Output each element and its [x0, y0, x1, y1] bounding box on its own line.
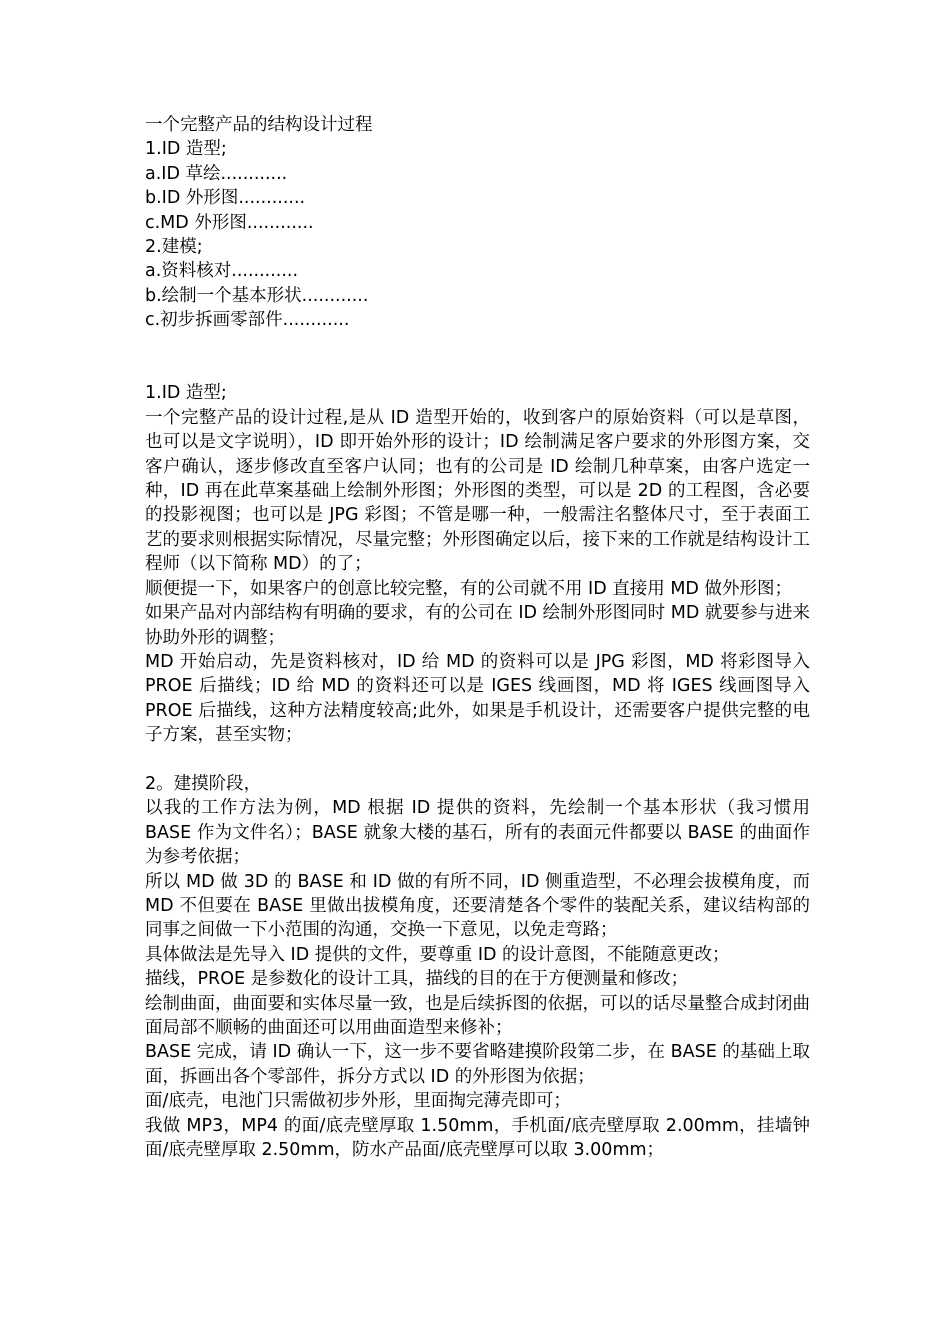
section-heading: 2。建摸阶段， — [145, 773, 262, 794]
paragraph: 所以 MD 做 3D 的 BASE 和 ID 做的有所不同，ID 侧重造型，不必理会拔模角度，而 MD 不但要在 BASE 里做出拔模角度，还要清楚各个零件的装配关系，建议结构部的同事之间做一下小范围的沟通，交换一下意见，以免走弯路； — [145, 871, 810, 941]
outline-item: c.MD 外形图............ — [145, 212, 314, 233]
paragraph: 一个完整产品的设计过程,是从 ID 造型开始的，收到客户的原始资料（可以是草图，也可以是文字说明），ID 即开始外形的设计；ID 绘制满足客户要求的外形图方案，交客户确认，逐步修改直至客户认同；也有的公司是 ID 绘制几种草案，由客户选定一种，ID 再在此草案基础上绘制外形图；外形图的类型，可以是 2D 的工程图，含必要的投影视图；也可以是 JPG 彩图；不管是哪一种，一般需注名整体尺寸，至于表面工艺的要求则根据实际情况，尽量完整；外形图确定以后，接下来的工作就是结构设计工程师（以下简称 MD）的了； — [145, 407, 810, 575]
document-title: 一个完整产品的结构设计过程 — [145, 115, 373, 135]
paragraph: 顺便提一下，如果客户的创意比较完整，有的公司就不用 ID 直接用 MD 做外形图； — [145, 578, 792, 599]
document-body — [145, 113, 810, 1162]
spacer — [145, 333, 810, 382]
paragraph: 面/底壳，电池门只需做初步外形，里面掏完薄壳即可； — [145, 1091, 571, 1112]
paragraph: 具体做法是先导入 ID 提供的文件，要尊重 ID 的设计意图，不能随意更改； — [145, 944, 730, 965]
section-heading: 1.ID 造型; — [145, 383, 227, 404]
paragraph: 绘制曲面，曲面要和实体尽量一致，也是后续拆图的依据，可以的话尽量整合成封闭曲面局部不顺畅的曲面还可以用曲面造型来修补； — [145, 993, 810, 1038]
spacer — [145, 748, 810, 772]
paragraph: 描线，PROE 是参数化的设计工具，描线的目的在于方便测量和修改； — [145, 969, 689, 990]
outline-item: b.绘制一个基本形状............ — [145, 285, 369, 306]
paragraph: BASE 完成，请 ID 确认一下，这一步不要省略建摸阶段第二步，在 BASE 的基础上取面，拆画出各个零部件，拆分方式以 ID 的外形图为依据； — [145, 1042, 810, 1087]
paragraph: 如果产品对内部结构有明确的要求，有的公司在 ID 绘制外形图同时 MD 就要参与进来协助外形的调整； — [145, 603, 810, 648]
outline-item: 1.ID 造型; — [145, 139, 227, 160]
paragraph: 我做 MP3，MP4 的面/底壳壁厚取 1.50mm，手机面/底壳壁厚取 2.00mm，挂墙钟面/底壳壁厚取 2.50mm，防水产品面/底壳壁厚可以取 3.00mm； — [145, 1115, 810, 1161]
outline-item: c.初步拆画零部件............ — [145, 310, 350, 331]
paragraph: 以我的工作方法为例，MD 根据 ID 提供的资料，先绘制一个基本形状（我习惯用 BASE 作为文件名）；BASE 就象大楼的基石，所有的表面元件都要以 BASE 的曲面作为参考依据； — [145, 798, 810, 868]
paragraph: MD 开始启动，先是资料核对，ID 给 MD 的资料可以是 JPG 彩图，MD 将彩图导入 PROE 后描线；ID 给 MD 的资料还可以是 IGES 线画图，MD 将 IGES 线画图导入 PROE 后描线，这种方法精度较高;此外，如果是手机设计，还需要客户提供完整的电子方案，甚至实物； — [145, 651, 810, 746]
outline-item: b.ID 外形图............ — [145, 188, 306, 209]
outline-item: a.ID 草绘............ — [145, 163, 288, 184]
outline-item: a.资料核对............ — [145, 261, 299, 282]
outline-item: 2.建模; — [145, 237, 203, 258]
